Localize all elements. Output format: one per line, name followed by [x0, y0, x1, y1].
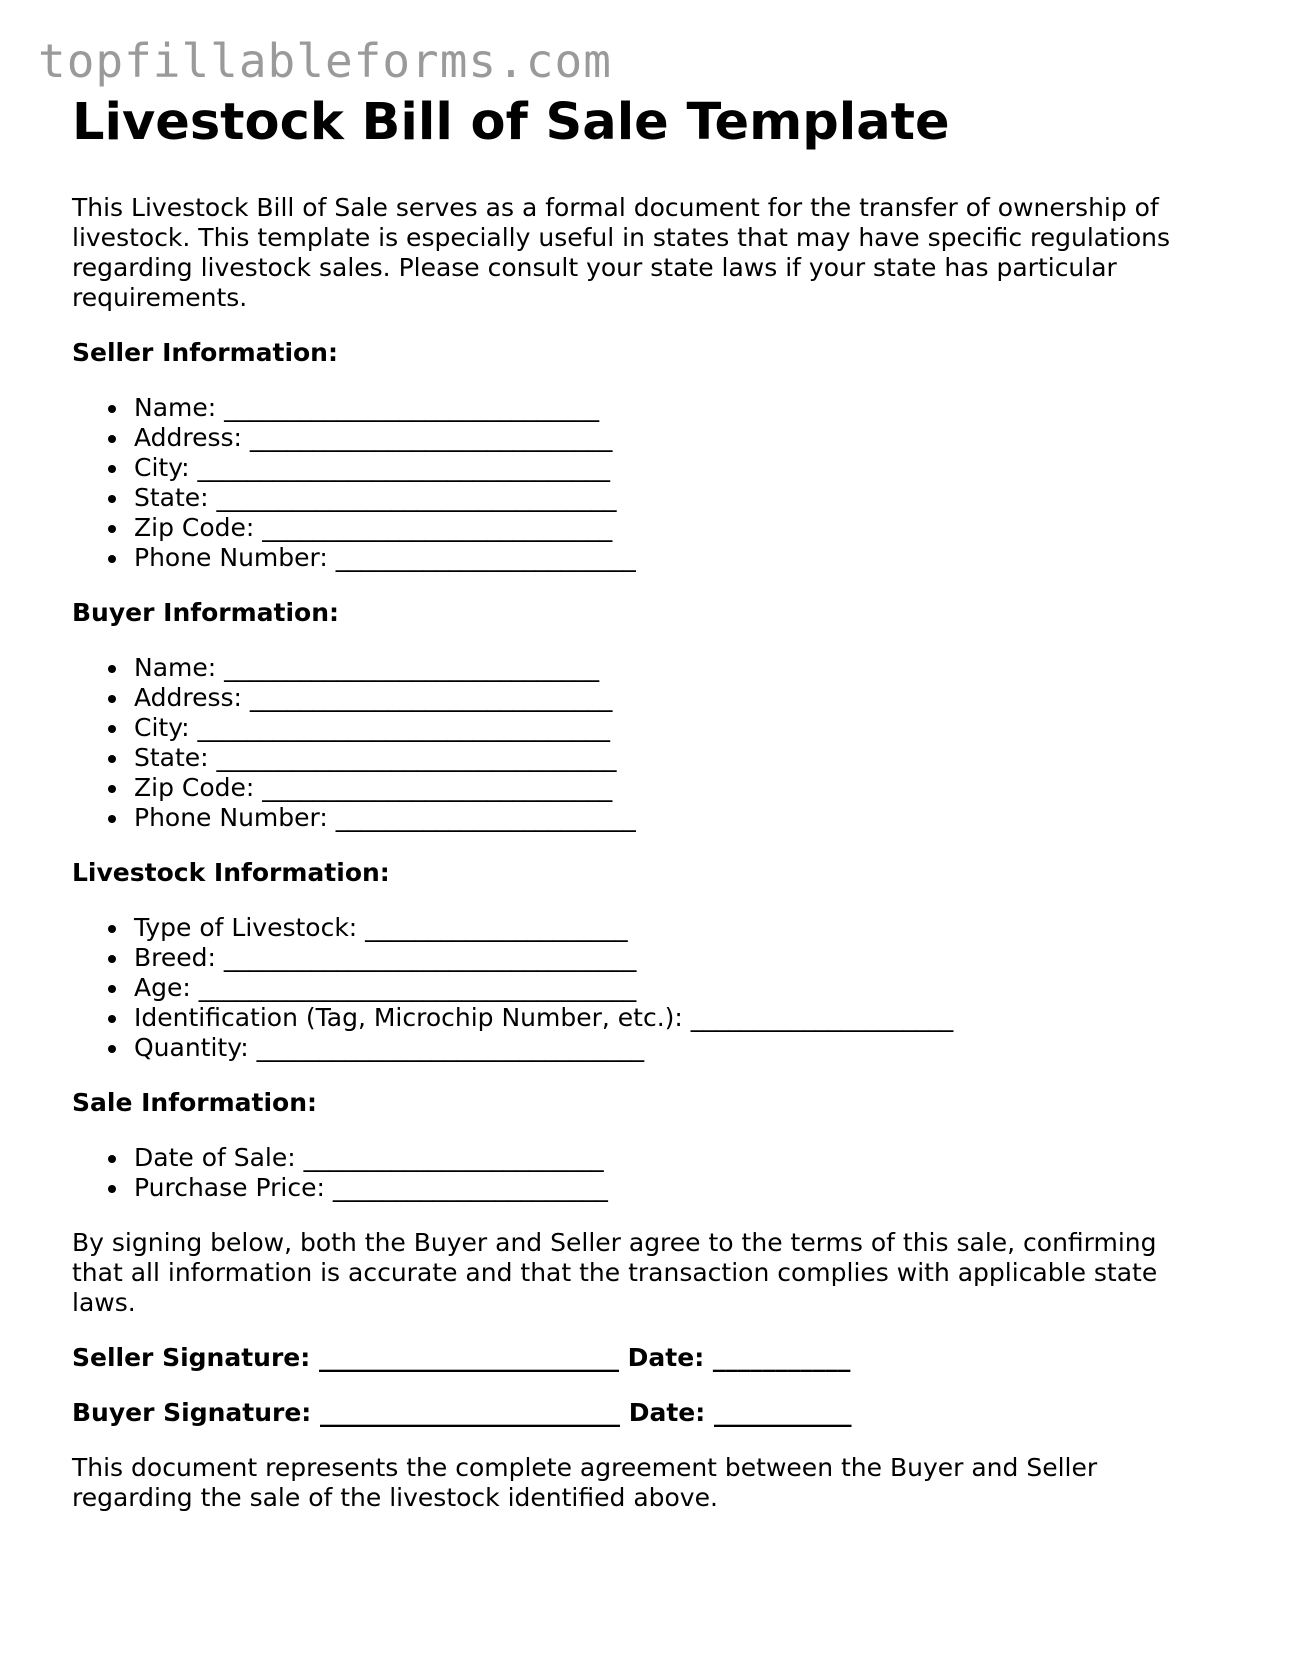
seller-phone-field[interactable]: Phone Number: ________________________ — [108, 543, 1192, 573]
watermark: topfillableforms.com — [38, 34, 612, 88]
livestock-identification-field[interactable]: Identification (Tag, Microchip Number, etc.): _____________________ — [108, 1003, 1192, 1033]
seller-zip-field[interactable]: Zip Code: ____________________________ — [108, 513, 1192, 543]
buyer-zip-field[interactable]: Zip Code: ____________________________ — [108, 773, 1192, 803]
livestock-quantity-field[interactable]: Quantity: _______________________________ — [108, 1033, 1192, 1063]
livestock-age-field[interactable]: Age: ___________________________________ — [108, 973, 1192, 1003]
sale-fields — [72, 1143, 1192, 1203]
buyer-fields — [72, 653, 1192, 833]
seller-signature-line[interactable]: Seller Signature: ________________________ Date: ___________ — [72, 1343, 851, 1373]
seller-name-field[interactable]: Name: ______________________________ — [108, 393, 1192, 423]
page-title: Livestock Bill of Sale Template — [72, 93, 950, 152]
buyer-signature-line[interactable]: Buyer Signature: ________________________ Date: ___________ — [72, 1398, 852, 1428]
document-page — [72, 92, 1192, 1513]
seller-fields — [72, 393, 1192, 573]
agreement-paragraph: By signing below, both the Buyer and Seller agree to the terms of this sale, confirming that all information is accurate and that the transaction complies with applicable state laws. — [72, 1228, 1158, 1318]
seller-heading: Seller Information: — [72, 338, 338, 368]
intro-paragraph: This Livestock Bill of Sale serves as a formal document for the transfer of ownership of livestock. This template is especially useful in states that may have specific regulations regarding livestock sales. Please consult your state laws if your state has particular requirements. — [72, 193, 1171, 313]
seller-address-field[interactable]: Address: _____________________________ — [108, 423, 1192, 453]
livestock-heading: Livestock Information: — [72, 858, 390, 888]
buyer-name-field[interactable]: Name: ______________________________ — [108, 653, 1192, 683]
seller-state-field[interactable]: State: ________________________________ — [108, 483, 1192, 513]
seller-city-field[interactable]: City: _________________________________ — [108, 453, 1192, 483]
livestock-fields — [72, 913, 1192, 1063]
sale-heading: Sale Information: — [72, 1088, 317, 1118]
final-paragraph: This document represents the complete agreement between the Buyer and Seller regarding the sale of the livestock identified above. — [72, 1453, 1098, 1513]
buyer-heading: Buyer Information: — [72, 598, 340, 628]
livestock-breed-field[interactable]: Breed: _________________________________ — [108, 943, 1192, 973]
livestock-type-field[interactable]: Type of Livestock: _____________________ — [108, 913, 1192, 943]
buyer-state-field[interactable]: State: ________________________________ — [108, 743, 1192, 773]
sale-date-field[interactable]: Date of Sale: ________________________ — [108, 1143, 1192, 1173]
sale-price-field[interactable]: Purchase Price: ______________________ — [108, 1173, 1192, 1203]
buyer-address-field[interactable]: Address: _____________________________ — [108, 683, 1192, 713]
buyer-phone-field[interactable]: Phone Number: ________________________ — [108, 803, 1192, 833]
buyer-city-field[interactable]: City: _________________________________ — [108, 713, 1192, 743]
